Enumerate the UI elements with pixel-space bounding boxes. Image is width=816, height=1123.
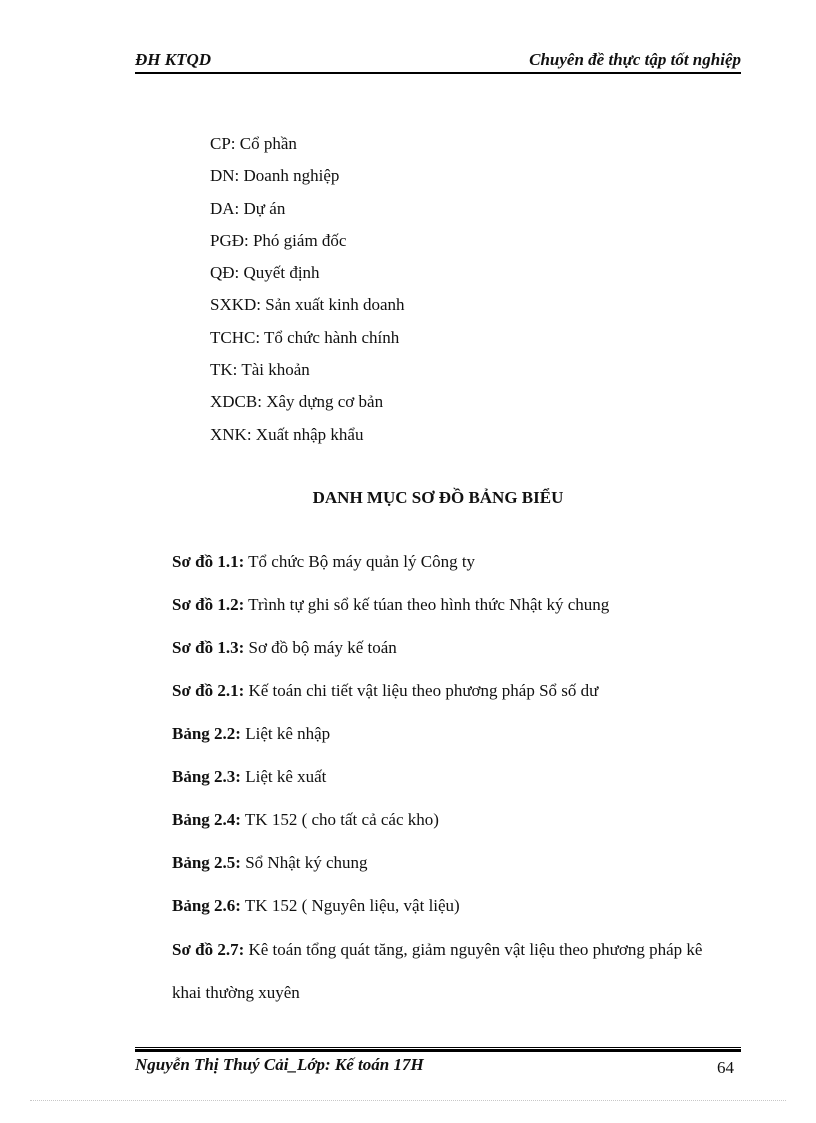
toc-item-label: Bảng 2.2:: [172, 724, 241, 743]
abbreviation-item: TCHC: Tổ chức hành chính: [210, 327, 400, 347]
section-title: DANH MỤC SƠ ĐỒ BẢNG BIỂU: [312, 488, 564, 507]
abbreviation-item: TK: Tài khoản: [210, 360, 310, 380]
abbreviation-item: DN: Doanh nghiệp: [210, 166, 340, 186]
toc-item: [172, 680, 717, 723]
toc-item-text: Trình tự ghi sổ kế túan theo hình thức Nhật ký chung: [244, 595, 610, 614]
toc-item-label: Sơ đồ 1.3:: [172, 638, 245, 657]
footer-author: Nguyễn Thị Thuý Cải_Lớp: Kế toán 17H: [135, 1055, 424, 1074]
abbreviation-item: SXKD: Sản xuất kinh doanh: [210, 295, 405, 315]
abbreviation-item: QĐ: Quyết định: [210, 263, 320, 283]
abbreviation-item: XNK: Xuất nhập khẩu: [210, 424, 364, 444]
toc-item-label: Bảng 2.5:: [172, 853, 241, 872]
toc-item-label: Bảng 2.4:: [172, 810, 241, 829]
page-number: 64: [717, 1058, 734, 1077]
toc-item: [172, 766, 717, 809]
toc-item-text: Tổ chức Bộ máy quản lý Công ty: [244, 552, 476, 571]
toc-item-label: Sơ đồ 1.1:: [172, 552, 245, 571]
toc-item: [172, 852, 717, 895]
toc-item: [172, 928, 717, 1014]
toc-item: [172, 809, 717, 852]
figure-table-list: [172, 551, 717, 1014]
toc-item: [172, 637, 717, 680]
toc-item: [172, 594, 717, 637]
footer-rule: [135, 1047, 741, 1052]
toc-item: [172, 723, 717, 766]
toc-item-label: Sơ đồ 1.2:: [172, 595, 245, 614]
header-left: ĐH KTQD: [135, 50, 212, 69]
toc-item-text: Liệt kê xuất: [240, 767, 327, 786]
toc-item-text: Sổ Nhật ký chung: [240, 853, 368, 872]
abbreviation-item: XDCB: Xây dựng cơ bản: [210, 392, 384, 412]
toc-item: [172, 551, 717, 594]
header-right: Chuyên đề thực tập tốt nghiệp: [529, 50, 741, 69]
toc-item-text: Kế toán chi tiết vật liệu theo phương pháp Sổ số dư: [244, 681, 599, 700]
toc-item-text: TK 152 ( Nguyên liệu, vật liệu): [240, 896, 460, 915]
toc-item-label: Sơ đồ 2.1:: [172, 681, 245, 700]
abbreviation-list: [210, 133, 405, 456]
toc-item-text: Sơ đồ bộ máy kế toán: [244, 638, 397, 657]
toc-item-label: Bảng 2.3:: [172, 767, 241, 786]
page-header: [135, 48, 741, 74]
toc-item-label: Bảng 2.6:: [172, 896, 241, 915]
toc-item-label: Sơ đồ 2.7:: [172, 940, 245, 959]
toc-item-text: Kê toán tổng quát tăng, giảm nguyên vật liệu theo phương pháp kê khai thường xuyên: [172, 940, 703, 1002]
abbreviation-item: DA: Dự án: [210, 198, 286, 218]
toc-item-text: TK 152 ( cho tất cả các kho): [240, 810, 439, 829]
page-bottom-dotted-rule: [30, 1100, 786, 1101]
toc-item-text: Liệt kê nhập: [240, 724, 331, 743]
abbreviation-item: PGĐ: Phó giám đốc: [210, 230, 347, 250]
abbreviation-item: CP: Cổ phần: [210, 134, 297, 153]
